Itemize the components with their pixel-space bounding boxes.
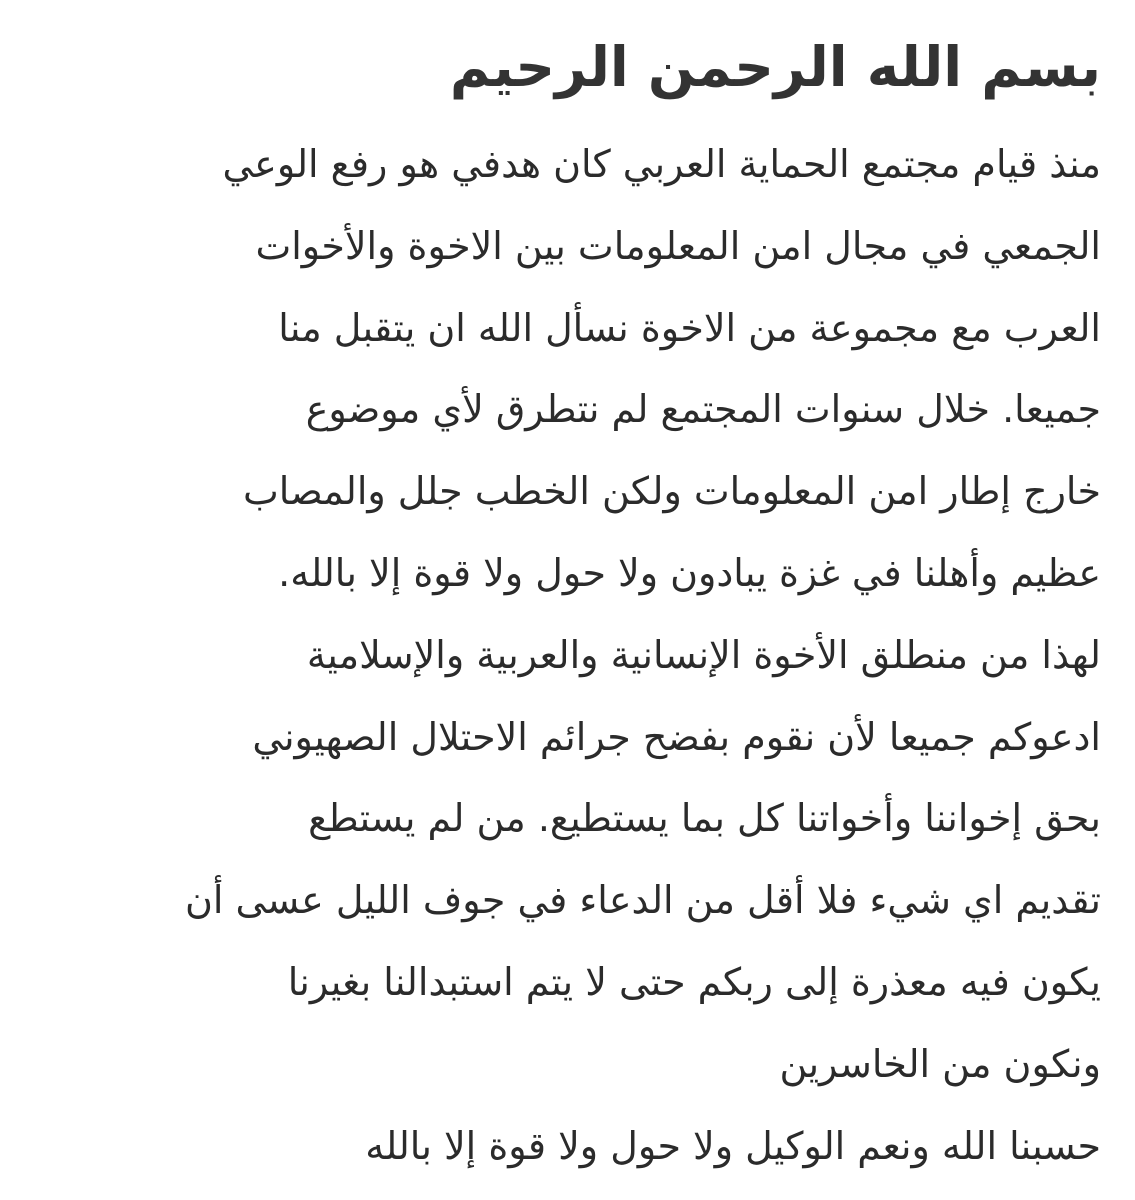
text-line-4: جميعا. خلال سنوات المجتمع لم نتطرق لأي موضوع: [305, 387, 1101, 432]
text-line-6: عظيم وأهلنا في غزة يبادون ولا حول ولا قوة إلا بالله.: [278, 550, 1101, 595]
text-line-8: ادعوكم جميعا لأن نقوم بفضح جرائم الاحتلال الصهيوني: [252, 714, 1101, 759]
document-title: بسم الله الرحمن الرحيم: [449, 35, 1101, 99]
text-line-1: منذ قيام مجتمع الحماية العربي كان هدفي هو رفع الوعي: [222, 142, 1101, 186]
text-line-10: تقديم اي شيء فلا أقل من الدعاء في جوف الليل عسى أن: [184, 878, 1101, 923]
text-line-9: بحق إخواننا وأخواتنا كل بما يستطيع. من لم يستطع: [308, 796, 1101, 841]
document-body: [34, 124, 1101, 1187]
text-line-7: لهذا من منطلق الأخوة الإنسانية والعربية والإسلامية: [306, 632, 1101, 677]
text-line-3: العرب مع مجموعة من الاخوة نسأل الله ان يتقبل منا: [278, 305, 1101, 350]
text-line-5: خارج إطار امن المعلومات ولكن الخطب جلل والمصاب: [242, 469, 1101, 514]
text-line-11: يكون فيه معذرة إلى ربكم حتى لا يتم استبدالنا بغيرنا: [287, 959, 1101, 1004]
text-line-2: الجمعي في مجال امن المعلومات بين الاخوة والأخوات: [255, 223, 1101, 268]
text-line-13: حسبنا الله ونعم الوكيل ولا حول ولا قوة إلا بالله: [365, 1123, 1101, 1168]
text-line-12: ونكون من الخاسرين: [779, 1041, 1101, 1086]
